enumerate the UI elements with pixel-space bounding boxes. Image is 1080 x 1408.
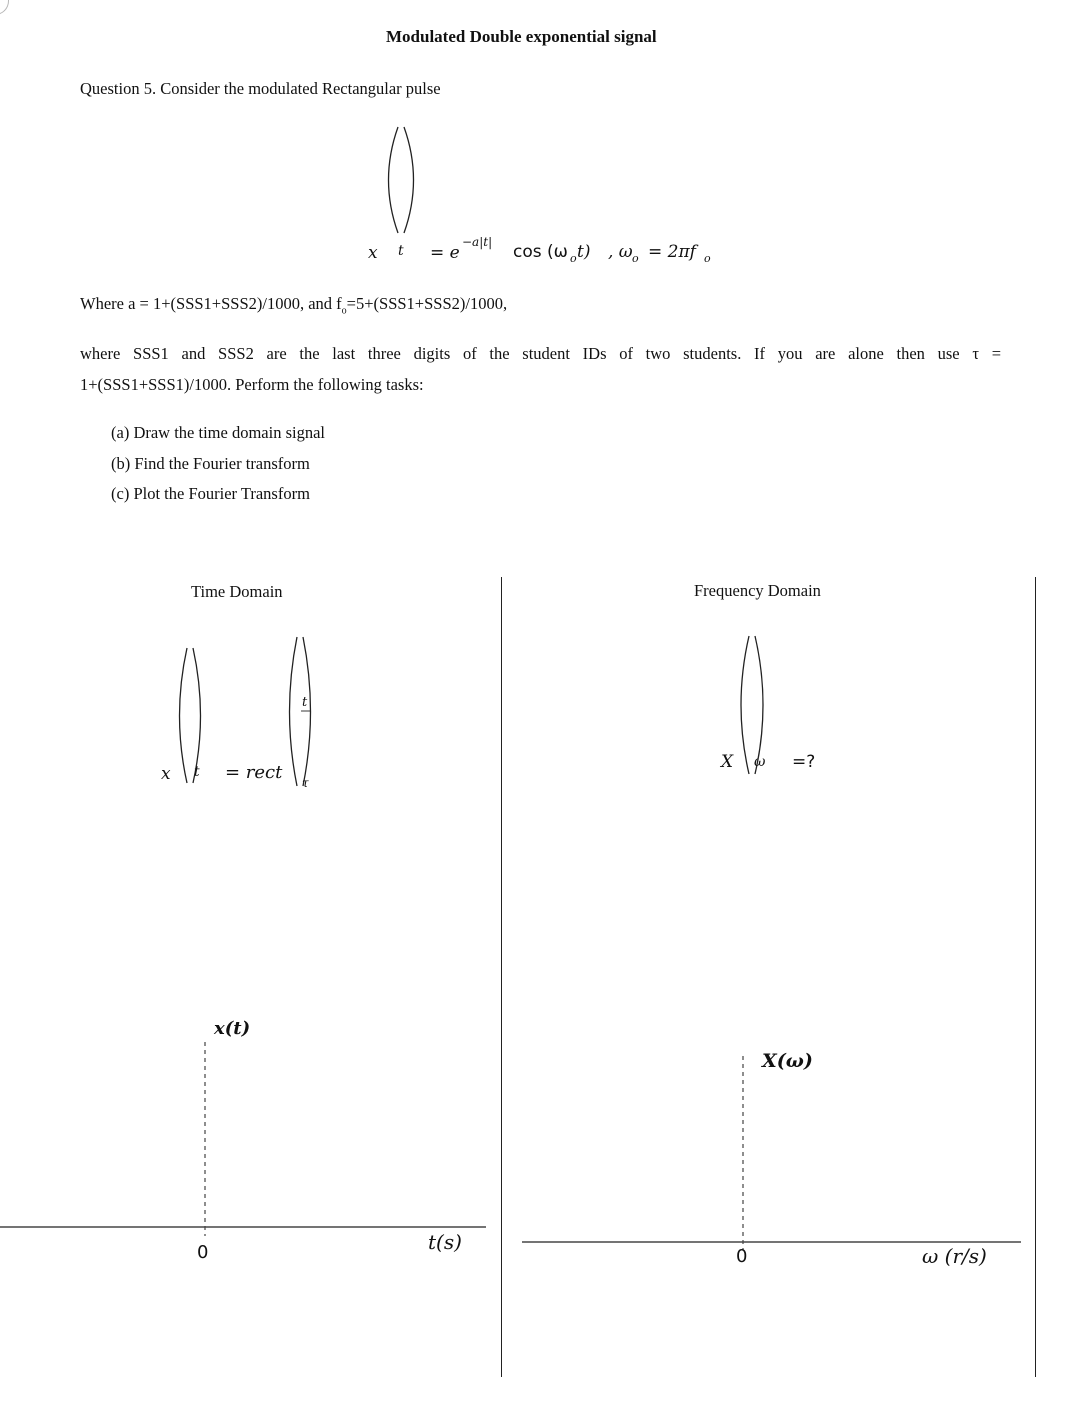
- time-origin-label: 0: [197, 1242, 209, 1263]
- freq-eq-fn: X: [721, 752, 734, 772]
- task-c: (c) Plot the Fourier Transform: [111, 484, 310, 503]
- where-part1: Where a = 1+(SSS1+SSS2)/1000, and f: [80, 294, 342, 313]
- page-title: Modulated Double exponential signal: [386, 27, 657, 46]
- para-line-1: where SSS1 and SSS2 are the last three digits of the student IDs of two students. If you are alone then use τ =: [80, 344, 1001, 363]
- eq-f-sub: o: [704, 252, 711, 265]
- freq-origin-label: 0: [736, 1246, 748, 1267]
- eq-comma-omega: , ω: [608, 242, 633, 262]
- time-eq-arg: t: [194, 764, 200, 780]
- eq-equals-exp: = e: [430, 243, 460, 263]
- time-eq-rect: = rect: [225, 762, 283, 783]
- time-y-label: x(t): [214, 1018, 251, 1039]
- where-sub: o: [341, 305, 347, 317]
- freq-eq-rhs: =?: [792, 752, 816, 772]
- question-text: Question 5. Consider the modulated Rectangular pulse: [80, 79, 441, 98]
- eq-omega-sub: o: [632, 252, 639, 265]
- time-frac-den: τ: [302, 776, 309, 790]
- freq-eq-arg: ω: [754, 754, 766, 770]
- eq-cos-sub: o: [570, 252, 577, 265]
- eq-cos: cos (ω: [513, 242, 568, 262]
- time-domain-heading: Time Domain: [191, 582, 283, 601]
- time-frac-num: t: [302, 695, 308, 710]
- eq-cos-end: t): [577, 242, 591, 262]
- para-line-2: 1+(SSS1+SSS1)/1000. Perform the following tasks:: [80, 375, 424, 394]
- eq-rhs: = 2πf: [648, 242, 696, 262]
- eq-lhs-arg: t: [398, 243, 404, 259]
- task-a: (a) Draw the time domain signal: [111, 423, 325, 442]
- where-part2: =5+(SSS1+SSS2)/1000,: [346, 294, 508, 313]
- time-eq-fn: x: [161, 764, 171, 784]
- time-x-label: t(s): [428, 1230, 462, 1254]
- freq-domain-heading: Frequency Domain: [694, 581, 821, 600]
- eq-lhs-fn: x: [368, 243, 378, 263]
- freq-y-label: X(ω): [762, 1050, 813, 1072]
- freq-x-label: ω (r/s): [922, 1244, 987, 1268]
- eq-exponent: −a|t|: [462, 235, 493, 249]
- task-b: (b) Find the Fourier transform: [111, 454, 310, 473]
